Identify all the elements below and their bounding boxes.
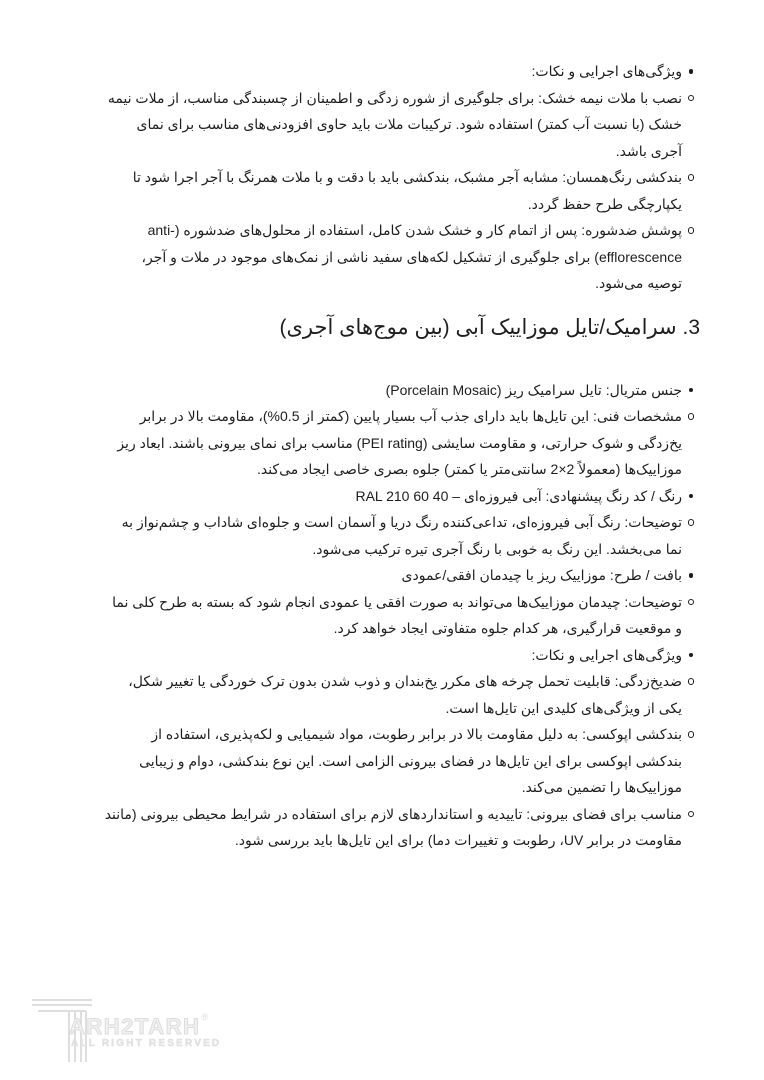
bullet-disc-icon: [682, 642, 700, 669]
list-item-text: مناسب برای فضای بیرونی: تاییدیه و استانداردهای لازم برای استفاده در شرایط محیطی بیرونی (مانند مقاومت در برابر UV، رطوبت و تغییرات دما) برای این تایل‌ها باید بررسی شود.: [104, 805, 682, 848]
bullet-disc-icon: [682, 562, 700, 589]
list-item: [104, 403, 700, 483]
list-item: [104, 509, 700, 562]
bullet-disc-icon: [682, 483, 700, 510]
bullet-circle-icon: [682, 668, 700, 721]
list-item: [104, 217, 700, 297]
list-item-text: توضیحات: رنگ آبی فیروزه‌ای، تداعی‌کننده رنگ دریا و آسمان است و جلوه‌ای شاداب و چشم‌نواز به نما می‌بخشد. این رنگ به خوبی با رنگ آجری تیره ترکیب می‌شود.: [121, 514, 682, 557]
bullet-circle-icon: [682, 164, 700, 217]
document-body: [104, 58, 700, 854]
list-item-text: ضدیخ‌زدگی: قابلیت تحمل چرخه های مکرر یخ‌بندان و ذوب شدن بدون ترک خوردگی یا تغییر شکل، یکی از ویژگی‌های کلیدی این تایل‌ها است.: [128, 673, 682, 716]
list-item-text: ویژگی‌های اجرایی و نکات:: [531, 63, 682, 79]
list-item-text: نصب با ملات نیمه خشک: برای جلوگیری از شوره زدگی و اطمینان از چسبندگی مناسب، از ملات نیمه خشک (با نسبت آب کمتر) استفاده شود. ترکیبات ملات باید حاوی افزودنی‌های مناسب برای نمای آجری باشد.: [107, 89, 682, 159]
list-item-text: ویژگی‌های اجرایی و نکات:: [531, 646, 682, 663]
watermark-tagline: ALL RIGHT RESERVED: [71, 1038, 222, 1049]
list-item-text: بندکشی اپوکسی: به دلیل مقاومت بالا در برابر رطوبت، مواد شیمیایی و لکه‌پذیری، استفاده از بندکشی اپوکسی برای این تایل‌ها در فضای بیرونی الزامی است. این نوع بندکشی، دوام و زیبایی موزاییک‌ها را تضمین می‌کند.: [139, 726, 682, 795]
list-item-text: بندکشی رنگ‌همسان: مشابه آجر مشبک، بندکشی باید با دقت و با ملات همرنگ با آجر اجرا شود تا یکپارچگی طرح حفظ گردد.: [132, 169, 682, 212]
bullet-list-section3: [104, 377, 700, 854]
list-item-text: جنس متریال: تایل سرامیک ریز (Porcelain Mosaic): [385, 381, 682, 398]
list-item: [104, 589, 700, 642]
list-item: [104, 377, 700, 404]
list-item: [104, 801, 700, 854]
watermark-brand: ARH2TARH®: [69, 1012, 209, 1039]
bullet-circle-icon: [682, 85, 700, 165]
section-heading: 3. سرامیک/تایل موزاییک آبی (بین موج‌های آجری): [279, 315, 700, 339]
bullet-list-top: [104, 58, 700, 297]
bullet-circle-icon: [682, 217, 700, 297]
list-item: [104, 642, 700, 669]
bullet-circle-icon: [682, 721, 700, 801]
list-item-text: مشخصات فنی: این تایل‌ها باید دارای جذب آب بسیار پایین (کمتر از 0.5%)، مقاومت بالا در برابر یخ‌زدگی و شوک حرارتی، و مقاومت سایشی (PEI rating) مناسب برای نمای بیرونی باشند. ابعاد ریز موزاییک‌ها (معمولاً 2×2 سانتی‌متر یا کمتر) جلوه بصری خاصی ایجاد می‌کند.: [117, 408, 682, 477]
bullet-circle-icon: [682, 403, 700, 483]
bullet-disc-icon: [682, 58, 700, 85]
list-item-text: پوشش ضدشوره: پس از اتمام کار و خشک شدن کامل، استفاده از محلول‌های ضدشوره (anti-efflorescence) برای جلوگیری از تشکیل لکه‌های سفید ناشی از نمک‌های موجود در ملات و آجر، توصیه می‌شود.: [141, 222, 682, 291]
bullet-circle-icon: [682, 509, 700, 562]
list-item: [104, 85, 700, 165]
list-item: [104, 58, 700, 85]
list-item-text: توضیحات: چیدمان موزاییک‌ها می‌تواند به صورت افقی یا عمودی انجام شود که بسته به طرح کلی نما و موقعیت قرارگیری، هر کدام جلوه متفاوتی ایجاد خواهد کرد.: [112, 593, 682, 636]
list-item: [104, 164, 700, 217]
list-item-text: بافت / طرح: موزاییک ریز با چیدمان افقی/عمودی: [401, 567, 682, 583]
watermark-logo: [30, 996, 222, 1066]
list-item: [104, 483, 700, 510]
bullet-circle-icon: [682, 589, 700, 642]
list-item: [104, 562, 700, 589]
list-item: [104, 668, 700, 721]
list-item-text: رنگ / کد رنگ پیشنهادی: آبی فیروزه‌ای – RAL 210 60 40: [355, 487, 682, 504]
bullet-circle-icon: [682, 801, 700, 854]
list-item: [104, 721, 700, 801]
registered-mark: ®: [201, 1012, 209, 1022]
bullet-disc-icon: [682, 377, 700, 404]
